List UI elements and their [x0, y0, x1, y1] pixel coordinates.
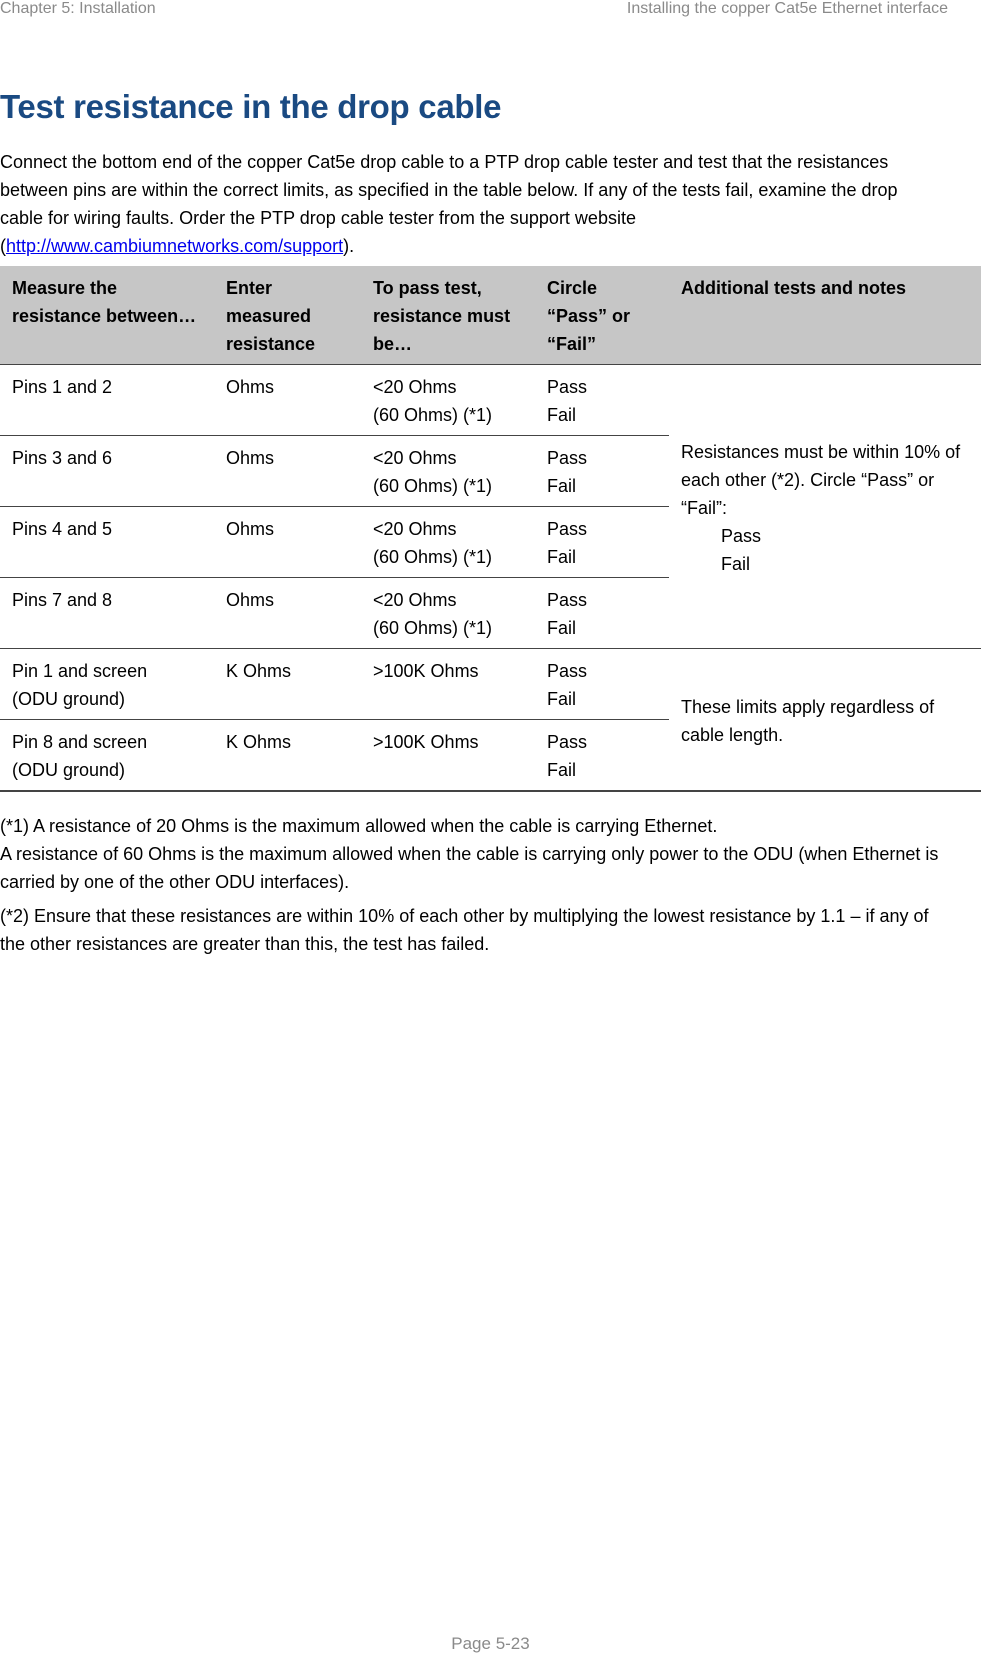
cell-limit	[361, 365, 535, 436]
running-header-chapter: Chapter 5: Installation	[0, 0, 156, 17]
fail-option: Fail	[547, 476, 577, 496]
limit-primary: <20 Ohms	[373, 590, 457, 610]
fail-option: Fail	[547, 547, 577, 567]
notes-fail-option: Fail	[721, 553, 751, 574]
cell-notes-pins	[669, 365, 981, 649]
footnote-1	[0, 812, 940, 896]
header-measure-between: Measure the resistance between…	[0, 266, 214, 365]
intro-text-end: ).	[343, 236, 355, 256]
limit-primary: <20 Ohms	[373, 519, 457, 539]
running-header-section: Installing the copper Cat5e Ethernet interface	[626, 0, 948, 17]
cell-pass-fail	[535, 436, 669, 507]
resistance-table	[0, 266, 981, 792]
header-pass-fail: Circle “Pass” or “Fail”	[535, 266, 669, 365]
cell-between: Pins 1 and 2	[0, 365, 214, 436]
limit-primary: <20 Ohms	[373, 448, 457, 468]
table-row	[0, 365, 981, 436]
pass-option: Pass	[547, 519, 588, 539]
fail-option: Fail	[547, 760, 577, 780]
fail-option: Fail	[547, 689, 577, 709]
footnote-2: (*2) Ensure that these resistances are within 10% of each other by multiplying the lowest resistance by 1.1 – if any of the other resistances are greater than this, the test has failed.	[0, 906, 929, 954]
cell-between	[0, 649, 214, 720]
cell-measured: K Ohms	[214, 649, 361, 720]
fail-option: Fail	[547, 618, 577, 638]
pass-option: Pass	[547, 732, 588, 752]
cell-pass-fail	[535, 720, 669, 792]
cell-measured: K Ohms	[214, 720, 361, 792]
intro-paragraph	[0, 148, 935, 260]
between-secondary: (ODU ground)	[12, 760, 126, 780]
cell-measured: Ohms	[214, 365, 361, 436]
footnotes	[0, 812, 940, 964]
intro-text: Connect the bottom end of the copper Cat5e drop cable to a PTP drop cable tester and test that the resistances between pins are within the correct limits, as specified in the table below. If any of the tests fail, examine the drop cable for wiring faults. Order the PTP drop cable tester from the support website (	[0, 152, 898, 256]
cell-between: Pins 4 and 5	[0, 507, 214, 578]
header-measured-resistance: Enter measured resistance	[214, 266, 361, 365]
between-primary: Pin 8 and screen	[12, 732, 148, 752]
cell-between	[0, 720, 214, 792]
section-title: Test resistance in the drop cable	[0, 88, 502, 125]
between-primary: Pin 1 and screen	[12, 661, 148, 681]
cell-between: Pins 7 and 8	[0, 578, 214, 649]
support-link[interactable]: http://www.cambiumnetworks.com/support	[6, 236, 344, 256]
cell-notes-screen: These limits apply regardless of cable length.	[669, 649, 981, 792]
cell-limit: >100K Ohms	[361, 720, 535, 792]
pass-option: Pass	[547, 448, 588, 468]
fail-option: Fail	[547, 405, 577, 425]
cell-limit	[361, 507, 535, 578]
cell-between: Pins 3 and 6	[0, 436, 214, 507]
limit-secondary: (60 Ohms) (*1)	[373, 405, 493, 425]
footnote-1-line-1: (*1) A resistance of 20 Ohms is the maximum allowed when the cable is carrying Ethernet.	[0, 816, 718, 836]
pass-option: Pass	[547, 661, 588, 681]
cell-pass-fail	[535, 507, 669, 578]
table-header-row	[0, 266, 981, 365]
cell-measured: Ohms	[214, 507, 361, 578]
limit-secondary: (60 Ohms) (*1)	[373, 476, 493, 496]
limit-secondary: (60 Ohms) (*1)	[373, 618, 493, 638]
cell-limit	[361, 436, 535, 507]
header-notes: Additional tests and notes	[669, 266, 981, 365]
cell-limit	[361, 578, 535, 649]
cell-pass-fail	[535, 578, 669, 649]
header-pass-limit: To pass test, resistance must be…	[361, 266, 535, 365]
cell-measured: Ohms	[214, 436, 361, 507]
notes-pass-option: Pass	[721, 525, 762, 546]
notes-pins-text: Resistances must be within 10% of each other (*2). Circle “Pass” or “Fail”:	[681, 441, 961, 518]
cell-measured: Ohms	[214, 578, 361, 649]
table-row	[0, 649, 981, 720]
pass-option: Pass	[547, 377, 588, 397]
between-secondary: (ODU ground)	[12, 689, 126, 709]
limit-primary: <20 Ohms	[373, 377, 457, 397]
cell-pass-fail	[535, 365, 669, 436]
limit-secondary: (60 Ohms) (*1)	[373, 547, 493, 567]
cell-limit: >100K Ohms	[361, 649, 535, 720]
page-number: Page 5-23	[451, 1634, 530, 1653]
cell-pass-fail	[535, 649, 669, 720]
pass-option: Pass	[547, 590, 588, 610]
footnote-1-line-2: A resistance of 60 Ohms is the maximum allowed when the cable is carrying only power to the ODU (when Ethernet is carried by one of the other ODU interfaces).	[0, 844, 939, 892]
